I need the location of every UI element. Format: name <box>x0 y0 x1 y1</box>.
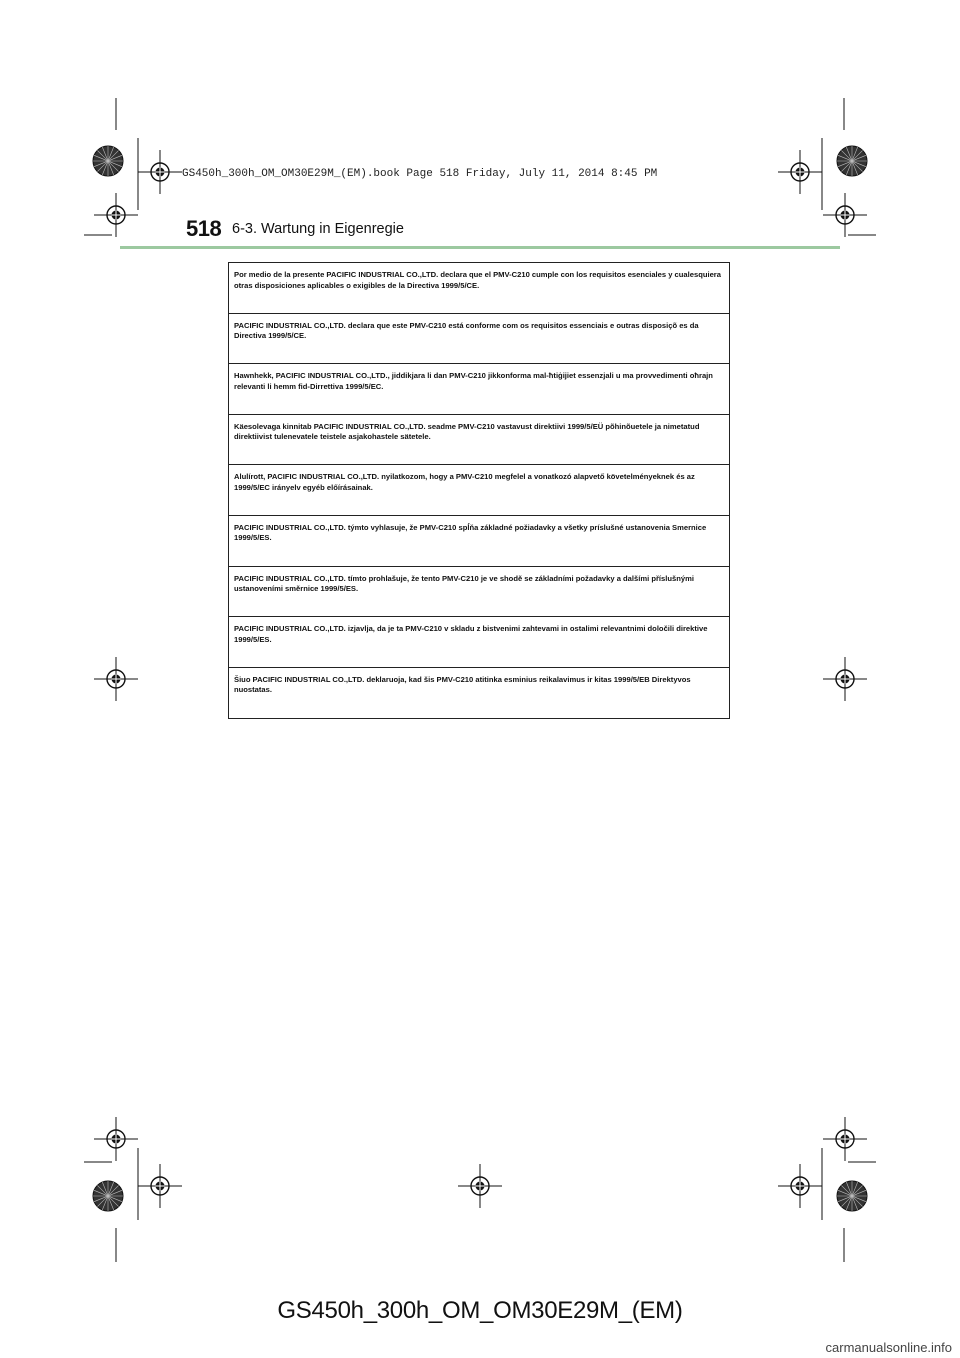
declaration-row-lithuanian: Šiuo PACIFIC INDUSTRIAL CO.,LTD. deklaruoja, kad šis PMV-C210 atitinka esminius reikalavimus ir kitas 1999/5/EB Direktyvos nuostatas. <box>234 674 691 695</box>
declaration-row-spanish: Por medio de la presente PACIFIC INDUSTRIAL CO.,LTD. declara que el PMV-C210 cumple con los requisitos esenciales y cualesquiera otras disposiciones aplicables o exigibles de la Directiva 1999/5/CE. <box>229 263 729 314</box>
declaration-row-hungarian: Alulírott, PACIFIC INDUSTRIAL CO.,LTD. nyilatkozom, hogy a PMV-C210 megfelel a vonatkozó alapvető követelményeknek és az 1999/5/EC irányelv egyéb előírásainak. <box>229 465 729 516</box>
watermark-link[interactable]: carmanualsonline.info <box>825 1340 952 1355</box>
footer-code: GS450h_300h_OM_OM30E29M_(EM) <box>277 1297 683 1324</box>
page-number: 518 <box>186 216 222 241</box>
declaration-row-estonian: Käesolevaga kinnitab PACIFIC INDUSTRIAL CO.,LTD. seadme PMV-C210 vastavust direktiivi 1999/5/EÜ põhinõuetele ja nimetatud direktiivist tulenevatele teistele asjakohastele sätetele. <box>229 415 729 466</box>
declaration-row-slovak: PACIFIC INDUSTRIAL CO.,LTD. týmto vyhlasuje, že PMV-C210 spĺňa základné požiadavky a všetky príslušné ustanovenia Smernice 1999/5/ES. <box>229 516 729 567</box>
declaration-table <box>228 262 730 719</box>
declaration-row-maltese: Hawnhekk, PACIFIC INDUSTRIAL CO.,LTD., jiddikjara li dan PMV-C210 jikkonforma mal-ħtiġijiet essenzjali u ma provvedimenti oħrajn relevanti li hemm fid-Dirrettiva 1999/5/EC. <box>229 364 729 415</box>
section-title: 6-3. Wartung in Eigenregie <box>232 221 404 237</box>
declaration-row-portuguese: PACIFIC INDUSTRIAL CO.,LTD. declara que este PMV-C210 está conforme com os requisitos essenciais e outras disposiçõ es da Directiva 1999/5/CE. <box>229 314 729 365</box>
header-rule <box>120 246 840 249</box>
declaration-row-slovenian: PACIFIC INDUSTRIAL CO.,LTD. izjavlja, da je ta PMV-C210 v skladu z bistvenimi zahtevami in ostalimi relevantnimi določili direktive 1999/5/ES. <box>229 617 729 668</box>
declaration-row-czech: PACIFIC INDUSTRIAL CO.,LTD. tímto prohlašuje, že tento PMV-C210 je ve shodě se základními požadavky a dalšími příslušnými ustanoveními směrnice 1999/5/ES. <box>229 567 729 618</box>
print-header: GS450h_300h_OM_OM30E29M_(EM).book Page 518 Friday, July 11, 2014 8:45 PM <box>182 168 658 180</box>
